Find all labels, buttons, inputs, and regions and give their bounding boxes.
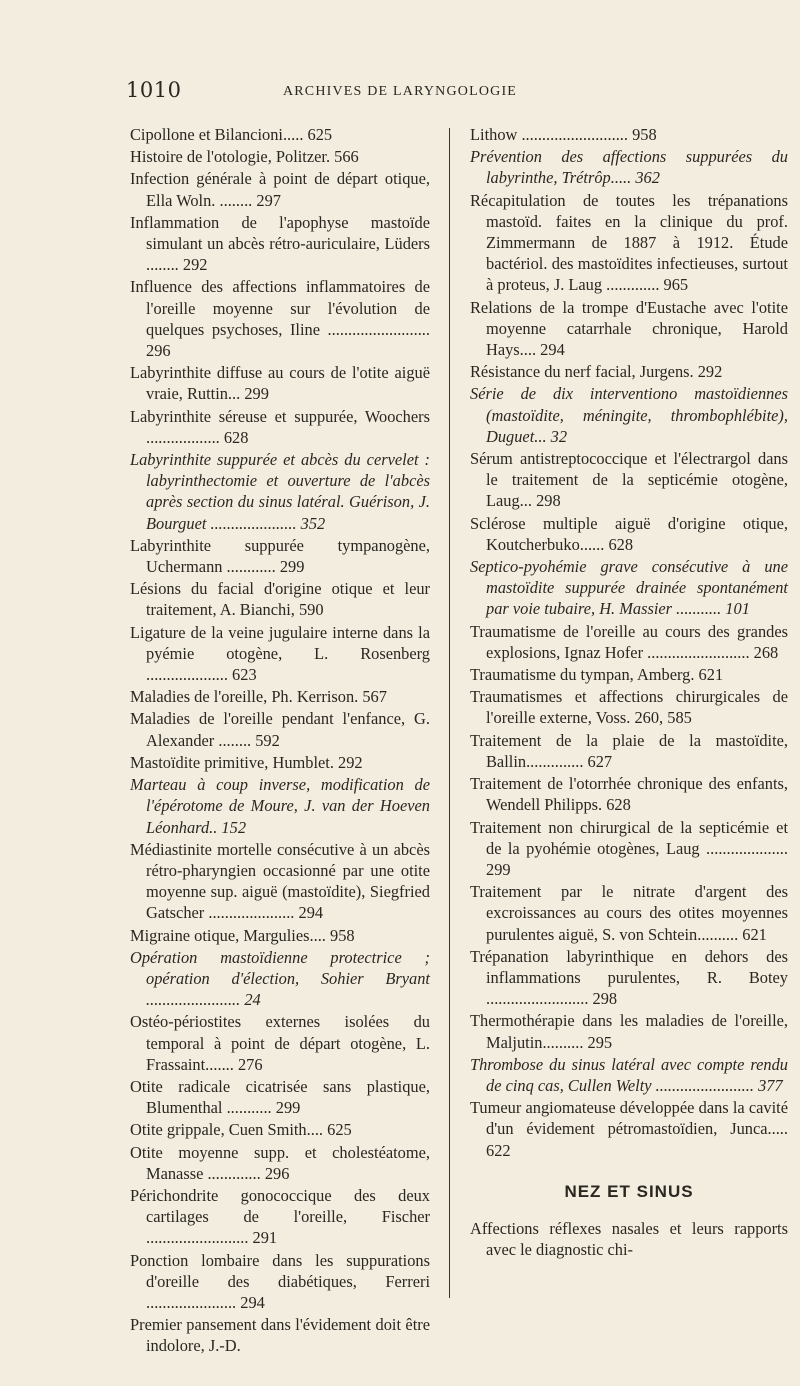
index-entry: Récapitulation de toutes les trépanations mastoïd. faites en la clinique du prof. Zimmermann de 1887 à 1912. Étude bactériol. des mastoïdites infectieuses, surtout à proteus, J. Laug ............. 965 bbox=[470, 190, 788, 295]
index-entry: Prévention des affections suppurées du labyrinthe, Trétrôp..... 362 bbox=[470, 147, 788, 188]
index-entry: Thermothérapie dans les maladies de l'oreille, Maljutin.......... 295 bbox=[470, 1011, 788, 1052]
index-entry: Sérum antistreptococcique et l'électrargol dans le traitement de la septicémie otogène, Laug... 298 bbox=[470, 449, 788, 511]
index-entry: Opération mastoïdienne protectrice ; opération d'élection, Sohier Bryant ....................... 24 bbox=[130, 947, 430, 1010]
index-entry: Ponction lombaire dans les suppurations d'oreille des diabétiques, Ferreri ...................... 294 bbox=[130, 1250, 430, 1312]
index-entry: Labyrinthite suppurée et abcès du cervelet : labyrinthectomie et ouverture de l'abcès après section du sinus latéral. Guérison, J. Bourguet ..................... 352 bbox=[130, 450, 430, 533]
index-entry: Otite radicale cicatrisée sans plastique, Blumenthal ........... 299 bbox=[130, 1076, 430, 1118]
index-entry: Influence des affections inflammatoires de l'oreille moyenne sur l'évolution de quelques psychoses, Iline ......................... 296 bbox=[130, 277, 430, 361]
index-entry: Thrombose du sinus latéral avec compte rendu de cinq cas, Cullen Welty ........................ 377 bbox=[470, 1054, 788, 1095]
index-entry: Maladies de l'oreille pendant l'enfance, G. Alexander ........ 592 bbox=[130, 709, 430, 750]
index-entry: Maladies de l'oreille, Ph. Kerrison. 567 bbox=[130, 687, 387, 707]
index-entry: Médiastinite mortelle consécutive à un abcès rétro-pharyngien occasionné par une otite moyenne sup. aiguë (mastoïdite), Siegfried Gatscher ..................... 294 bbox=[130, 839, 430, 923]
index-entry: Mastoïdite primitive, Humblet. 292 bbox=[130, 752, 363, 772]
index-entry: Série de dix interventiono mastoïdiennes (mastoïdite, méningite, thrombophlébite), Duguet... 32 bbox=[470, 384, 788, 446]
right-column bbox=[470, 124, 788, 1261]
index-entry: Trépanation labyrinthique en dehors des inflammations purulentes, R. Botey ......................... 298 bbox=[470, 946, 788, 1009]
index-entry: Périchondrite gonococcique des deux cartilages de l'oreille, Fischer ......................... 291 bbox=[130, 1185, 430, 1248]
index-entry: Traumatisme de l'oreille au cours des grandes explosions, Ignaz Hofer ......................... 268 bbox=[470, 621, 788, 662]
index-entry: Traitement non chirurgical de la septicémie et de la pyohémie otogènes, Laug .................... 299 bbox=[470, 817, 788, 879]
index-entry: Labyrinthite suppurée tympanogène, Uchermann ............ 299 bbox=[130, 535, 430, 577]
index-entry: Traumatisme du tympan, Amberg. 621 bbox=[470, 665, 724, 685]
index-entry: Ostéo-périostites externes isolées du temporal à point de départ otogène, L. Frassaint....... 276 bbox=[130, 1012, 430, 1074]
index-entry: Marteau à coup inverse, modification de l'épérotome de Moure, J. van der Hoeven Léonhard.. 152 bbox=[130, 775, 430, 837]
index-entry: Tumeur angiomateuse développée dans la cavité d'un évidement pétromastoïdien, Junca..... 622 bbox=[470, 1098, 788, 1160]
index-entry: Otite grippale, Cuen Smith.... 625 bbox=[130, 1120, 352, 1140]
column-divider bbox=[449, 128, 450, 1298]
index-entry: Résistance du nerf facial, Jurgens. 292 bbox=[470, 362, 723, 382]
index-entry: Lésions du facial d'origine otique et leur traitement, A. Bianchi, 590 bbox=[130, 579, 430, 620]
left-column bbox=[130, 124, 430, 1358]
index-entry: Traitement par le nitrate d'argent des excroissances au cours des otites moyennes purulentes aiguë, S. von Schtein.......... 621 bbox=[470, 882, 788, 944]
index-entry: Inflammation de l'apophyse mastoïde simulant un abcès rétro-auriculaire, Lüders ........ 292 bbox=[130, 212, 430, 275]
index-entry: Lithow .......................... 958 bbox=[470, 125, 657, 144]
section-heading: NEZ ET SINUS bbox=[564, 1181, 694, 1201]
index-entry: Traitement de la plaie de la mastoïdite, Ballin.............. 627 bbox=[470, 730, 788, 771]
running-title: ARCHIVES DE LARYNGOLOGIE bbox=[282, 84, 518, 99]
page-number: 1010 bbox=[126, 78, 182, 102]
index-entry: Histoire de l'otologie, Politzer. 566 bbox=[130, 147, 359, 167]
index-entry: Infection générale à point de départ otique, Ella Woln. ........ 297 bbox=[130, 169, 430, 210]
index-entry: Relations de la trompe d'Eustache avec l'otite moyenne catarrhale chronique, Harold Hays.... 294 bbox=[470, 297, 788, 360]
index-entry: Migraine otique, Margulies.... 958 bbox=[130, 925, 355, 945]
index-entry: Affections réflexes nasales et leurs rapports avec le diagnostic chi- bbox=[470, 1218, 788, 1260]
index-entry: Labyrinthite diffuse au cours de l'otite aiguë vraie, Ruttin... 299 bbox=[130, 363, 430, 404]
index-entry: Labyrinthite séreuse et suppurée, Woochers .................. 628 bbox=[130, 406, 430, 447]
index-entry: Cipollone et Bilancioni..... 625 bbox=[130, 125, 333, 144]
index-entry: Traumatismes et affections chirurgicales de l'oreille externe, Voss. 260, 585 bbox=[470, 687, 788, 728]
index-entry: Premier pansement dans l'évidement doit être indolore, J.-D. bbox=[130, 1315, 430, 1356]
index-entry: Sclérose multiple aiguë d'origine otique, Koutcherbuko...... 628 bbox=[470, 513, 788, 554]
index-entry: Ligature de la veine jugulaire interne dans la pyémie otogène, L. Rosenberg .................... 623 bbox=[130, 622, 430, 685]
index-entry: Septico-pyohémie grave consécutive à une mastoïdite suppurée drainée spontanément par voie tubaire, H. Massier ........... 101 bbox=[470, 557, 788, 619]
index-entry: Traitement de l'otorrhée chronique des enfants, Wendell Philipps. 628 bbox=[470, 774, 788, 815]
index-entry: Otite moyenne supp. et cholestéatome, Manasse ............. 296 bbox=[130, 1142, 430, 1183]
